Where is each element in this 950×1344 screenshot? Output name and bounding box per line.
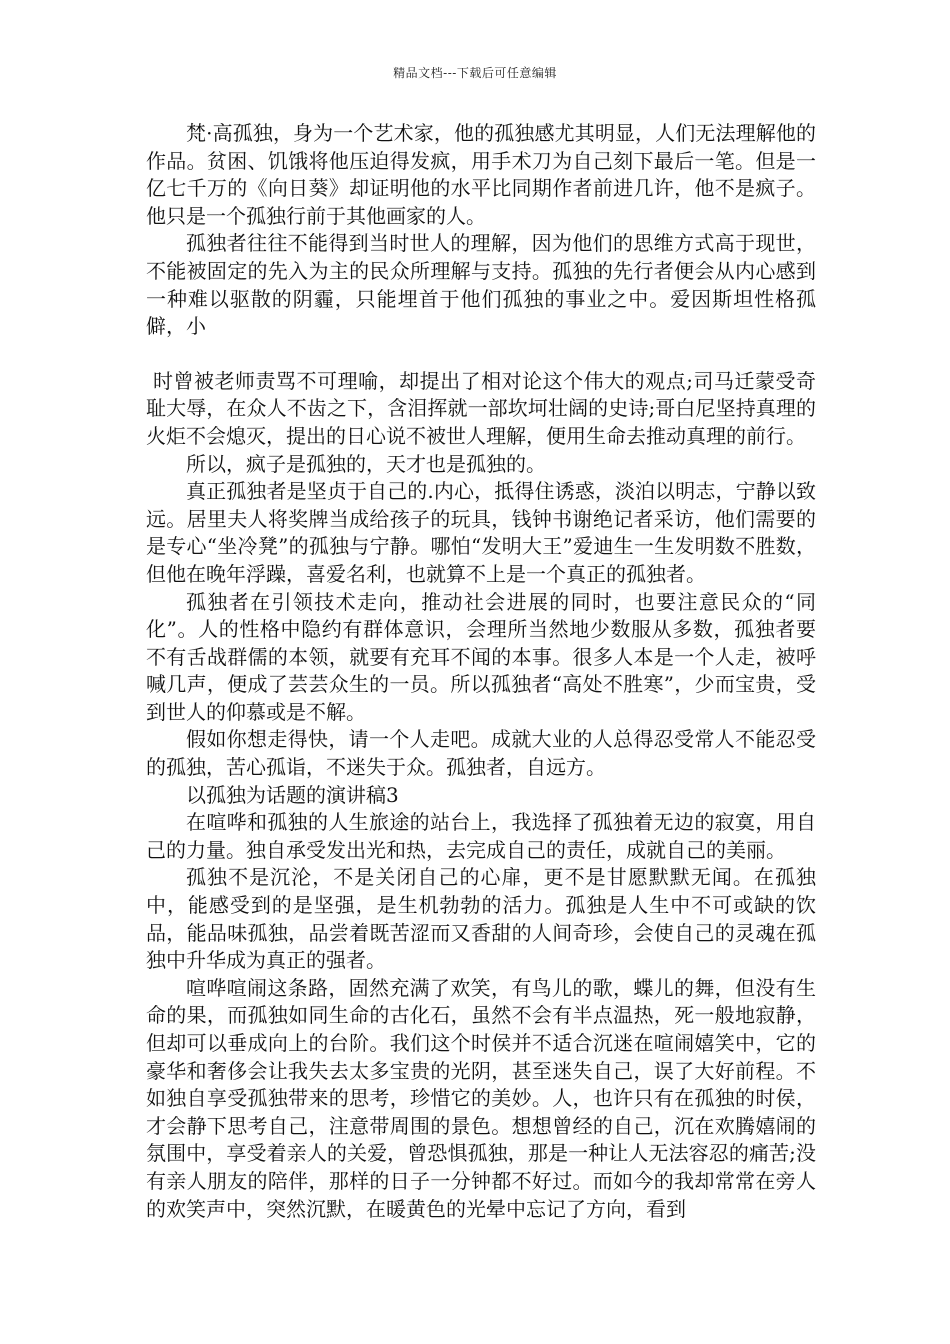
paragraph: 时曾被老师责骂不可理喻，却提出了相对论这个伟大的观点;司马迁蒙受奇耻大辱，在众人不齿之下，含泪挥就一部坎坷壮阔的史诗;哥白尼坚持真理的火炬不会熄灭，提出的日心说不被世人理解，便用生命去推动真理的前行。 [146, 368, 816, 448]
document-body [146, 120, 816, 1223]
paragraph: 所以，疯子是孤独的，天才也是孤独的。 [186, 451, 546, 476]
page-header: 精品文档---下载后可任意编辑 [393, 66, 557, 80]
paragraph: 孤独不是沉沦，不是关闭自己的心扉，更不是甘愿默默无闻。在孤独中，能感受到的是坚强，是生机勃勃的活力。孤独是人生中不可或缺的饮品，能品味孤独，品尝着既苦涩而又香甜的人间奇珍，会使自己的灵魂在孤独中升华成为真正的强者。 [146, 865, 816, 973]
paragraph: 孤独者往往不能得到当时世人的理解，因为他们的思维方式高于现世，不能被固定的先入为主的民众所理解与支持。孤独的先行者便会从内心感到一种难以驱散的阴霾，只能埋首于他们孤独的事业之中。爱因斯坦性格孤僻，小 [146, 231, 816, 339]
section-heading: 以孤独为话题的演讲稿3 [186, 782, 399, 807]
paragraph: 真正孤独者是坚贞于自己的.内心，抵得住诱惑，淡泊以明志，宁静以致远。居里夫人将奖牌当成给孩子的玩具，钱钟书谢绝记者采访，他们需要的是专心“坐冷凳”的孤独与宁静。哪怕“发明大王”爱迪生一生发明数不胜数，但他在晚年浮躁，喜爱名利，也就算不上是一个真正的孤独者。 [146, 479, 816, 586]
paragraph: 梵·高孤独，身为一个艺术家，他的孤独感尤其明显，人们无法理解他的作品。贫困、饥饿将他压迫得发疯，用手术刀为自己刻下最后一笔。但是一亿七千万的《向日葵》却证明他的水平比同期作者前进几许，他不是疯子。他只是一个孤独行前于其他画家的人。 [146, 121, 816, 228]
page-break-gap [146, 341, 816, 368]
paragraph: 喧哗喧闹这条路，固然充满了欢笑，有鸟儿的歌，蝶儿的舞，但没有生命的果，而孤独如同生命的古化石，虽然不会有半点温热，死一般地寂静，但却可以垂成向上的台阶。我们这个时侯并不适合沉迷在喧闹嬉笑中，它的豪华和奢侈会让我失去太多宝贵的光阴，甚至迷失自己，误了大好前程。不如独自享受孤独带来的思考，珍惜它的美妙。人，也许只有在孤独的时侯，才会静下思考自己，注意带周围的景色。想想曾经的自己，沉在欢腾嬉闹的氛围中，享受着亲人的关爱，曾恐惧孤独，那是一种让人无法容忍的痛苦;没有亲人朋友的陪伴，那样的日子一分钟都不好过。而如今的我却常常在旁人的欢笑声中，突然沉默，在暖黄色的光晕中忘记了方向，看到 [146, 975, 816, 1221]
paragraph: 在喧哗和孤独的人生旅途的站台上，我选择了孤独着无边的寂寞，用自己的力量。独自承受发出光和热，去完成自己的责任，成就自己的美丽。 [146, 810, 816, 862]
paragraph: 假如你想走得快，请一个人走吧。成就大业的人总得忍受常人不能忍受的孤独，苦心孤诣，不迷失于众。孤独者，自远方。 [146, 727, 816, 780]
paragraph: 孤独者在引领技术走向，推动社会进展的同时，也要注意民众的“同化”。人的性格中隐约有群体意识，会理所当然地少数服从多数，孤独者要不有舌战群儒的本领，就要有充耳不闻的本事。很多人本是一个人走，被呼喊几声，便成了芸芸众生的一员。所以孤独者“高处不胜寒”，少而宝贵，受到世人的仰慕或是不解。 [146, 589, 816, 724]
